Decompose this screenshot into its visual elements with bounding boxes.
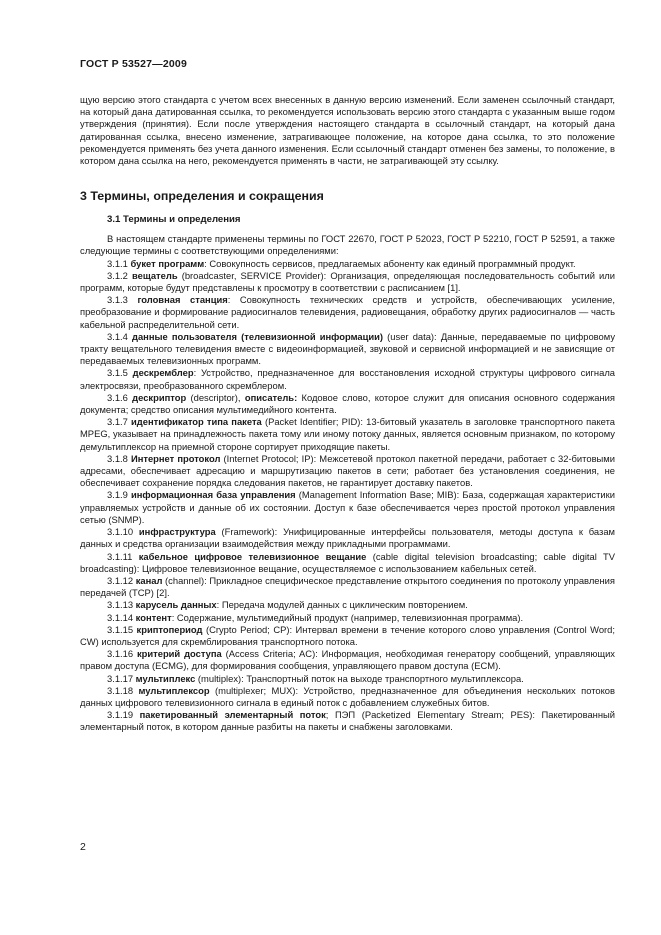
term-text: (Crypto Period; CP): Интервал времени в течение которого слово управления (Control Word; CW) используется для скремблирования транспортного потока. bbox=[80, 623, 615, 647]
term-text: (user data): Данные, передаваемые по цифровому тракту вещательного телевидения вместе с видеоинформацией, звуковой и сервисной информацией и не зависящие от передаваемых телевизионных программ. bbox=[80, 330, 616, 367]
term-text: (descriptor), bbox=[186, 391, 245, 403]
term-definition bbox=[80, 294, 615, 331]
term-name: критерий доступа bbox=[136, 648, 222, 660]
term-number: 3.1.12 bbox=[107, 574, 136, 586]
term-number: 3.1.4 bbox=[107, 330, 133, 342]
term-name: Интернет протокол bbox=[130, 452, 221, 464]
term-text: ; ПЭП (Packetized Elementary Stream; PES): Пакетированный элементарный поток, в котором данные разбиты на пакеты и снабжены заголовками. bbox=[80, 709, 616, 733]
term-number: 3.1.16 bbox=[107, 648, 137, 660]
term-number: 3.1.10 bbox=[107, 526, 139, 538]
term-name: контент bbox=[135, 611, 172, 623]
subsection-title: 3.1 Термины и определения bbox=[107, 214, 241, 226]
term-text: (multiplexer; MUX): Устройство, предназначенное для объединения нескольких потоков данных цифрового телевизионного сигнала в единый поток с добавлением служебных битов. bbox=[80, 684, 616, 708]
term-name: дескриптор bbox=[132, 391, 187, 403]
term-name: описатель: bbox=[244, 391, 298, 403]
term-number: 3.1.2 bbox=[107, 269, 132, 281]
term-definition bbox=[80, 453, 615, 490]
term-definition bbox=[80, 575, 615, 599]
term-text: (Framework): Унифицированные интерфейсы пользователя, методы доступа к базам данных и средства организации взаимодействия между прикладными программами. bbox=[80, 526, 615, 550]
term-number: 3.1.18 bbox=[107, 684, 139, 696]
term-text: : Устройство, предназначенное для восстановления исходной структуры цифрового сигнала электросвязи, преобразованного скремблером. bbox=[80, 367, 615, 391]
page-header-doc-id: ГОСТ Р 53527—2009 bbox=[80, 58, 188, 70]
term-number: 3.1.13 bbox=[107, 599, 136, 611]
term-text: (broadcaster, SERVICE Provider): Организация, определяющая последовательность событий или программ, которые будут представлены к просмотру в соответствии с расписанием [1]. bbox=[80, 269, 615, 294]
term-text: (multiplex): Транспортный поток на выходе транспортного мультиплексора. bbox=[195, 672, 524, 684]
term-definition bbox=[80, 685, 615, 709]
page-number: 2 bbox=[80, 841, 86, 853]
term-number: 3.1.11 bbox=[107, 550, 139, 562]
page-content bbox=[80, 94, 615, 734]
term-number: 3.1.1 bbox=[107, 257, 131, 269]
terms-list bbox=[80, 258, 615, 734]
term-number: 3.1.6 bbox=[107, 391, 133, 403]
term-definition bbox=[80, 551, 615, 575]
term-name: канал bbox=[135, 574, 163, 586]
term-name: мультиплексор bbox=[138, 684, 210, 696]
term-definition bbox=[80, 526, 615, 550]
term-name: инфраструктура bbox=[138, 526, 216, 538]
term-number: 3.1.3 bbox=[107, 294, 138, 306]
term-definition bbox=[80, 331, 615, 368]
section-title: 3 Термины, определения и сокращения bbox=[80, 189, 324, 204]
term-number: 3.1.17 bbox=[107, 672, 136, 684]
term-name: мультиплекс bbox=[135, 672, 196, 684]
term-definition bbox=[80, 648, 615, 672]
term-name: букет программ bbox=[130, 257, 205, 269]
term-text: : Передача модулей данных с циклическим повторением. bbox=[216, 599, 468, 611]
term-name: карусель данных bbox=[135, 599, 217, 611]
term-text: (Access Criteria; AC): Информация, необходимая генератору сообщений, управляющих правом доступа (ECMG), для формирования сообщения, управляющего правом доступа (ECM). bbox=[80, 648, 615, 672]
term-definition bbox=[80, 624, 615, 648]
term-number: 3.1.19 bbox=[107, 709, 140, 721]
term-number: 3.1.5 bbox=[107, 367, 133, 379]
term-name: идентификатор типа пакета bbox=[131, 416, 262, 428]
term-name: вещатель bbox=[131, 269, 178, 281]
term-text: (Packet Identifier; PID): 13-битовый указатель в заголовке транспортного пакета MPEG, указывает на принадлежность пакета тому или иному потоку данных, является основным признаком, по которому демультиплексор на приемной стороне сортирует приходящие пакеты. bbox=[80, 416, 615, 452]
term-text: (Management Information Base; MIB): База, содержащая характеристики управляемых устройств и данные об их состоянии. Доступ к базе обеспечивается через простой протокол управления сетью (SNMP). bbox=[80, 489, 615, 525]
term-definition bbox=[80, 367, 615, 391]
term-definition bbox=[80, 599, 615, 611]
term-definition bbox=[80, 416, 615, 453]
term-name: информационная база управления bbox=[130, 489, 296, 501]
term-number: 3.1.14 bbox=[107, 611, 136, 623]
term-definition bbox=[80, 709, 615, 733]
term-name: кабельное цифровое телевизионное вещание bbox=[138, 550, 367, 562]
term-definition bbox=[80, 258, 615, 270]
term-name: пакетированный элементарный поток bbox=[139, 709, 326, 721]
term-text: : Содержание, мультимедийный продукт (например, телевизионная программа). bbox=[171, 611, 524, 623]
subsection-lead: В настоящем стандарте применены термины по ГОСТ 22670, ГОСТ Р 52023, ГОСТ Р 52210, ГОСТ Р 52591, а также следующие термины с соответствующими определениями: bbox=[80, 233, 615, 257]
term-name: головная станция bbox=[137, 294, 228, 306]
term-name: данные пользователя (телевизионной информации) bbox=[132, 330, 384, 342]
term-definition bbox=[80, 612, 615, 624]
term-number: 3.1.7 bbox=[107, 416, 132, 428]
term-text: : Совокупность технических средств и устройств, обеспечивающих усиление, преобразование и формирование радиосигналов телевидения, радиовещания, обработку других радиосигналов — часть кабельной распределительной сети. bbox=[80, 294, 615, 330]
term-text: (cable digital television broadcasting; cable digital TV broadcasting): Цифровое телевизионное вещание, осуществляемое с использованием кабельных сетей. bbox=[80, 550, 615, 574]
term-text: : Совокупность сервисов, предлагаемых абоненту как единый программный продукт. bbox=[204, 257, 576, 269]
term-definition bbox=[80, 392, 615, 416]
term-number: 3.1.9 bbox=[107, 489, 131, 501]
term-number: 3.1.8 bbox=[107, 452, 131, 464]
term-definition bbox=[80, 270, 615, 294]
term-definition bbox=[80, 489, 615, 526]
intro-paragraph: щую версию этого стандарта с учетом всех внесенных в данную версию изменений. Если заменен ссылочный стандарт, на который дана датированная ссылка, то рекомендуется использовать версию этого стандарта с указанным выше годом утверждения (принятия). Если после утверждения настоящего стандарта в ссылочный стандарт, на который дана датированная ссылка, внесено изменение, затрагивающее положение, на которое дана ссылка, то это положение рекомендуется применять без учета данного изменения. Если ссылочный стандарт отменен без замены, то положение, в котором дана ссылка на него, рекомендуется применять в части, не затрагивающей эту ссылку. bbox=[80, 94, 615, 167]
term-name: криптопериод bbox=[136, 623, 203, 635]
term-definition bbox=[80, 673, 615, 685]
term-text: (channel): Прикладное специфическое представление открытого соединения по протоколу управления передачей (TCP) [2]. bbox=[80, 574, 615, 599]
term-number: 3.1.15 bbox=[107, 623, 137, 635]
term-text: (Internet Protocol; IP): Межсетевой протокол пакетной передачи, работает с 32-битовыми адресами, обеспечивает адресацию и маршрутизацию пакетов в сети; работает без установления соединения, не обеспечивает сохранение порядка следования пакетов, не гарантирует доставку пакетов. bbox=[80, 452, 615, 489]
term-name: дескремблер bbox=[132, 367, 194, 379]
term-text: Кодовое слово, которое служит для описания основного содержания документа; средство описания мультимедийного контента. bbox=[80, 391, 615, 416]
